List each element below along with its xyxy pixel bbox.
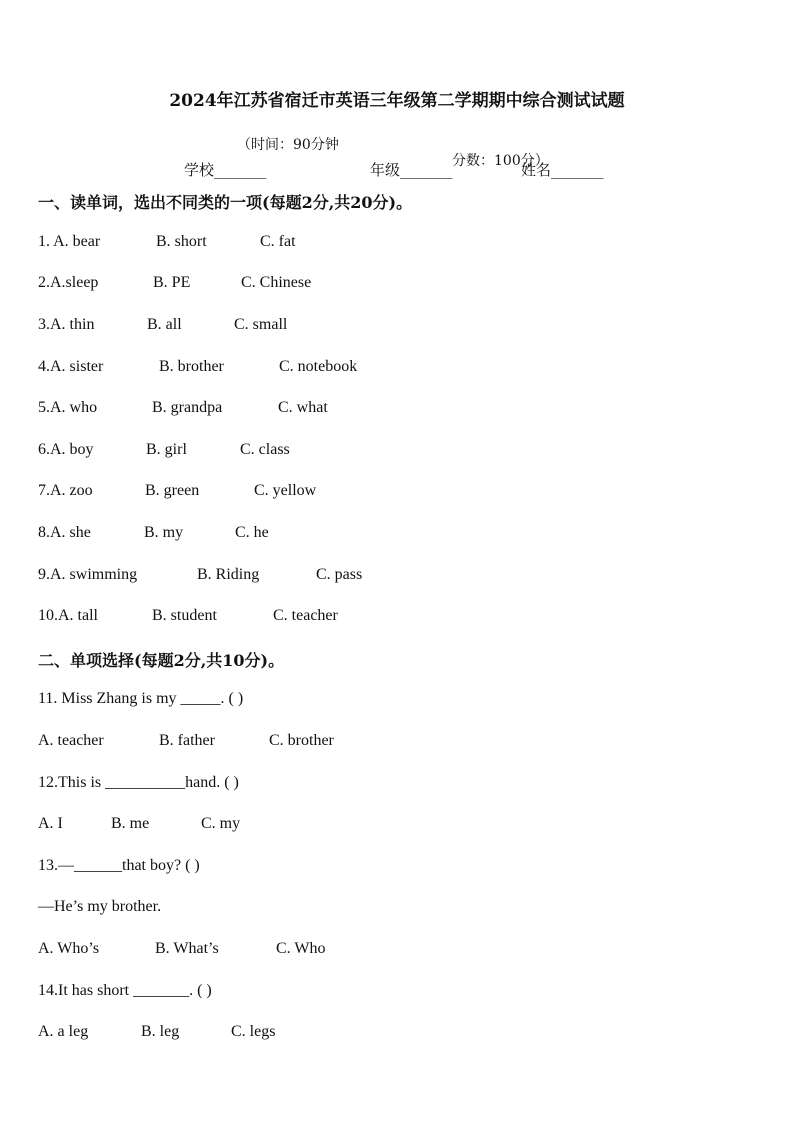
question-1: [38, 233, 296, 251]
option-a: A. I: [38, 815, 63, 832]
option-c: C. Chinese: [241, 274, 312, 291]
total-score: 分数：100分）: [452, 153, 549, 169]
option-b: B. leg: [141, 1023, 180, 1040]
option-c: C. fat: [260, 233, 296, 250]
option-a: 5.A. who: [38, 399, 98, 416]
option-c: C. class: [240, 441, 290, 458]
option-b: B. grandpa: [152, 399, 223, 416]
option-c: C. notebook: [279, 358, 358, 375]
option-c: C. he: [235, 524, 269, 541]
question-3: [38, 316, 288, 334]
option-b: B. What’s: [155, 940, 219, 957]
school-field[interactable]: 学校_______: [184, 161, 267, 179]
option-b: B. PE: [153, 274, 191, 291]
question-8: [38, 524, 269, 542]
question-14: 14.It has short _______. ( ): [38, 982, 212, 999]
name-field[interactable]: 姓名_______: [521, 161, 604, 179]
option-c: C. teacher: [273, 607, 338, 624]
option-a: 1. A. bear: [38, 233, 101, 250]
option-a: 4.A. sister: [38, 358, 104, 375]
option-b: B. girl: [146, 441, 187, 458]
option-a: A. a leg: [38, 1023, 89, 1040]
option-a: 7.A. zoo: [38, 482, 93, 499]
option-a: A. teacher: [38, 732, 104, 749]
option-c: C. my: [201, 815, 241, 832]
question-7: [38, 482, 317, 500]
option-b: B. green: [145, 482, 200, 499]
question-6: [38, 441, 290, 459]
page-title: 2024年江苏省宿迁市英语三年级第二学期期中综合测试试题: [169, 91, 625, 111]
question-13: 13.—______that boy? ( ): [38, 857, 200, 874]
question-12: 12.This is __________hand. ( ): [38, 774, 239, 791]
option-a: 6.A. boy: [38, 441, 94, 458]
question-11-options: [38, 732, 334, 750]
section-2-heading: 二、单项选择(每题2分,共10分)。: [38, 651, 285, 670]
question-5: [38, 399, 328, 417]
option-b: B. short: [156, 233, 207, 250]
option-a: 2.A.sleep: [38, 274, 99, 291]
student-info-row: [0, 159, 794, 181]
option-b: B. student: [152, 607, 217, 624]
option-a: 3.A. thin: [38, 316, 95, 333]
option-a: 8.A. she: [38, 524, 91, 541]
grade-field[interactable]: 年级_______: [370, 161, 453, 179]
option-c: C. what: [278, 399, 328, 416]
option-c: C. legs: [231, 1023, 276, 1040]
question-9: [38, 566, 363, 584]
option-a: 9.A. swimming: [38, 566, 138, 583]
question-13-options: [38, 940, 326, 958]
option-b: B. father: [159, 732, 215, 749]
option-b: B. all: [147, 316, 182, 333]
option-c: C. small: [234, 316, 288, 333]
question-11: 11. Miss Zhang is my _____. ( ): [38, 690, 244, 707]
option-b: B. Riding: [197, 566, 260, 583]
question-2: [38, 274, 312, 292]
option-b: B. my: [144, 524, 184, 541]
time-limit: （时间：90分钟: [237, 137, 339, 153]
section-1-heading: 一、读单词，选出不同类的一项(每题2分,共20分)。: [38, 193, 413, 212]
question-14-options: [38, 1023, 276, 1041]
question-4: [38, 358, 358, 376]
option-c: C. Who: [276, 940, 326, 957]
option-c: C. pass: [316, 566, 363, 583]
option-a: A. Who’s: [38, 940, 100, 957]
option-b: B. me: [111, 815, 150, 832]
option-a: 10.A. tall: [38, 607, 98, 624]
question-10: [38, 607, 338, 625]
question-12-options: [38, 815, 241, 833]
option-c: C. yellow: [254, 482, 317, 499]
option-c: C. brother: [269, 732, 334, 749]
option-b: B. brother: [159, 358, 224, 375]
question-13-answer: —He’s my brother.: [38, 898, 162, 915]
